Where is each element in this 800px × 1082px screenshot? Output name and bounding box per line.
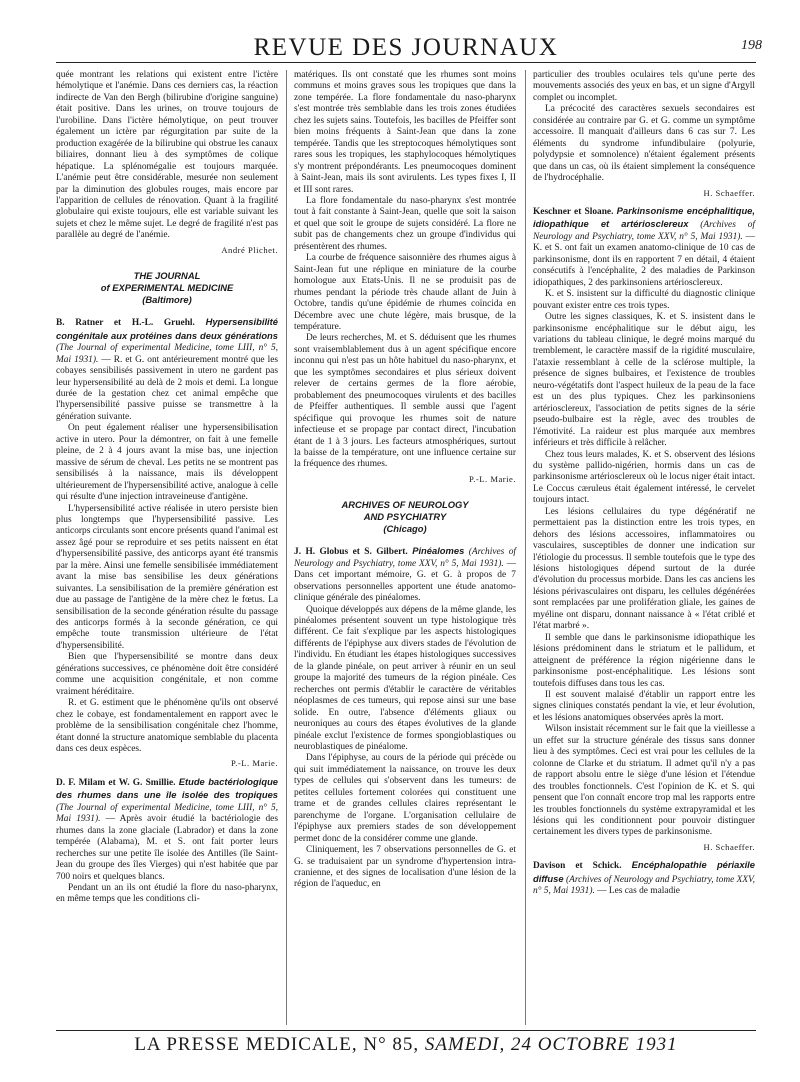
article-source: (The Journal of experimental Medicine, tome LIII, n° 5, Mai 1931). [56,343,278,365]
column-1 [56,70,278,906]
article-text: — Les cas de maladie [597,886,680,897]
article-authors: Keschner et Sloane. [533,206,614,217]
article-title: Parkinsonisme encéphalitique, idiopathique et artériosclereux [533,204,755,230]
paragraph: On peut également réaliser une hypersensibilisation active in utero. Pour la démontrer, on fait à une femelle pleine, de 2 à 4 jours avant la mise bas, une injection massive de sérum de cheval. Les petits ne se montrent pas sensibilisés à la naissance, mais ils développent ultérieurement de l'hypersensibilité active, analogue à celle qui résulte d'une injection intraveineuse d'antigène. [56,423,278,503]
article-source: (Archives of Neurology and Psychiatry, tome XXV, n° 5, Mai 1931). [294,547,517,569]
journal-heading [56,270,278,306]
article-title: Pinéalomes [412,545,465,557]
publication-name: LA PRESSE MEDICALE, N° 85, [134,1034,425,1055]
article-authors: D. F. Milam et W. G. Smillie. [56,777,176,788]
journal-name: THE JOURNAL [133,270,201,282]
column-divider [286,70,287,1025]
journal-name: of EXPERIMENTAL MEDICINE [100,282,234,294]
article-abstract [533,205,755,289]
paragraph: La flore fondamentale du naso-pharynx s'est montrée tout à fait constante à Saint-Jean, quelle que soit la saison et quel que soit le groupe de sujets considéré. La flore ne subit pas de changements chez un groupe d'individus qui présentèrent des rhumes. [294,195,516,252]
paragraph: Pendant un an ils ont étudié la flore du naso-pharynx, en même temps que les conditions cli- [56,883,278,905]
article-text: — R. et G. ont antérieurement montré que les cobayes sensibilisés passivement in utero ne gardent pas leur hypersensibilité au delà de 2 mois et demi. La longue durée de la gestation chez cet animal empêche que l'hypersensibilité passive puisse se transmettre à la génération suivante. [56,354,279,422]
author-signature: H. Schaeffer. [703,841,755,852]
article-authors: Davison et Schick. [533,861,622,872]
paragraph: K. et S. insistent sur la difficulté du diagnostic clinique pouvant exister entre ces trois types. [533,289,755,311]
article-abstract [294,545,516,604]
journal-city: (Baltimore) [142,294,192,306]
paragraph: La précocité des caractères sexuels secondaires est considérée au contraire par G. et G. comme un symptôme accessoire. Il manquait d'ailleurs dans 6 cas sur 7. Les éléments du syndrome infundibulaire (polyurie, polydypsie et somnolence) n'étaient également présents que dans un cas, où ils étaient simplement la conséquence de l'hydrocéphalie. [533,104,755,184]
article-title: Encéphalopathie périaxile diffuse [533,859,756,884]
article-text: — Dans cet important mémoire, G. et G. à propos de 7 observations personnelles apportent une étude anatomo-clinique générale des pinéalomes. [294,558,517,604]
article-abstract [56,316,278,423]
paragraph: R. et G. estiment que le phénomène qu'ils ont observé chez le cobaye, est fondamentalement en rapport avec le problème de la sensibilisation congénitale chez l'homme, étant donné la structure anatomique semblable du placenta dans ces deux espèces. [56,698,278,755]
article-abstract [533,859,755,897]
article-authors: J. H. Globus et S. Gilbert. [294,547,408,558]
article-source: (The Journal of experimental Medicine, tome LIII, n° 5, Mai 1931). [56,802,278,825]
journal-heading [294,499,516,535]
page-title: REVUE DES JOURNAUX [253,34,559,61]
author-signature: H. Schaeffer. [703,187,755,198]
columns [56,70,756,1025]
paragraph: Quoique développés aux dépens de la même glande, les pinéalomes présentent souvent un type histologique très différent. Ce fait s'explique par les aspects histologiques différents de l'épiphyse aux divers stades de l'évolution de l'individu. En étudiant les étapes histologiques successives de la glande pinéale, on peut arriver à réunir en un seul groupe la majorité des tumeurs de la région pinéale. Ces recherches ont permis d'établir le caractère de véritables néoplasmes de ces tumeurs, qui repose ainsi sur une base solide. En outre, l'absence d'éléments gliaux ou neuroniques au cours des étapes évolutives de la glande pinéale exclut l'existence de formes spongioblastiques ou neuroblastiques de pinéalome. [294,604,516,753]
paragraph: Wilson insistait récemment sur le fait que la vieillesse a un effet sur la structure générale des tissus sans donner lieu à des symptômes. Ceci est vrai pour les cellules de la colonne de Clarke et du striatum. Il admet qu'il n'y a pas de rapport absolu entre le siège d'une lésion et l'étendue des troubles fonctionnels. C'est l'opinion de K. et S. qui pensent que l'on connaît encore trop mal les rapports entre les troubles fonctionnels du système extrapyramidal et les lésions qui les conditionnent pour pouvoir distinguer certainement les divers types de parkinsonisme. [533,724,755,838]
author-signature: P.-L. Marie. [468,473,516,484]
author-signature: P.-L. Marie. [230,758,278,769]
paragraph: Les lésions cellulaires du type dégénératif ne permettaient pas la distinction entre les trois types, en dehors des lésions accessoires, inflammatoires ou vasculaires, susceptibles de donner une indication sur l'étiologie du processus. Il semble toutefois que le type des lésions histologiques dépend surtout de la durée d'évolution du processus morbide. Dans les cas anciens les lésions périvasculaires ont disparu, les cellules dégénérées sont remplacées par une prolifération gliale, les gaines de myéline ont disparu, donnant naissance à « l'état criblé et l'état marbré ». [533,506,755,632]
author-signature: André Plichet. [221,244,278,255]
article-source: (Archives of Neurology and Psychiatry, tome XXV, n° 5, Mai 1931). [533,220,755,242]
column-3 [533,70,755,898]
paragraph: Il est souvent malaisé d'établir un rapport entre les signes cliniques constatés pendant la vie, et leur évolution, et les lésions anatomiques observées après la mort. [533,690,755,723]
paragraph: Dans l'épiphyse, au cours de la période qui précède ou qui suit immédiatement la naissance, on trouve les deux types de cellules qui s'observent dans les tumeurs: de petites cellules fortement colorées qui constituent une trame et de grandes cellules claires représentant le parenchyme de l'organe. L'organisation cellulaire de l'épiphyse aux premiers stades de son développement permet donc de la considérer comme une glande. [294,753,516,844]
footer-text [56,1034,756,1056]
paragraph: Il semble que dans le parkinsonisme idiopathique les lésions prédominent dans le striatum et le pallidum, et atteignent de préférence la région nigérienne dans le parkinsonisme post-encéphalitique. Les lésions sont toutefois diffuses dans tous les cas. [533,632,755,689]
article-authors: B. Ratner et H.-L. Gruehl. [56,318,195,329]
journal-name: AND PSYCHIATRY [363,511,447,523]
journal-name: ARCHIVES OF NEUROLOGY [341,499,469,511]
article-title: Etude bactériologique des rhumes dans une île isolée des tropiques [56,775,279,801]
article-text: — K. et S. ont fait un examen anatomo-clinique de 10 cas de parkinsonisme, dont ils en rapportent 7 en détail, 4 étaient consécutifs à l'encéphalite, 2 des maladies de Parkinson idiopathiques, 2 des parkinsoniens artériosclereux. [533,231,756,288]
publication-date: SAMEDI, 24 OCTOBRE 1931 [424,1034,678,1055]
paragraph: Outre les signes classiques, K. et S. insistent dans le parkinsonisme encéphalitique sur le début aigu, les variations du tableau clinique, le degré moins marqué du tremblement, le caractère massif de la rigidité musculaire, l'ataxie ressemblant à celle de la sclérose multiple, la présence de signes bulbaires, et l'existence de troubles neuro-végétatifs dont l'aspect huileux de la peau de la face est un des plus typiques. Chez les parkinsoniens artériosclereux, l'association de petits signes de la série pseudo-bulbaire est la règle, avec des troubles de l'émotivité. La raideur est plus marquée aux membres inférieurs et très difficile à relâcher. [533,312,755,449]
article-abstract [56,776,278,883]
paragraph: La courbe de fréquence saisonnière des rhumes aigus à Saint-Jean fut une réplique en miniature de la courbe homologue aux Etats-Unis. Il ne se produisit pas de rhumes pendant la période très chaude allant de Juin à Octobre, tandis qu'une épidémie de rhumes coïncida en Décembre avec une chute légère, mais brusque, de la température. [294,253,516,332]
paragraph: De leurs recherches, M. et S. déduisent que les rhumes sont vraisemblablement dus à un agent spécifique encore inconnu qui n'est pas un hôte habituel du naso-pharynx, et que les symptômes secondaires et plus sérieux doivent relever de certains germes de la flore aérobie, probablement des pneumocoques virulents et des bacilles de Pfeiffer authentiques. Il semble aussi que l'agent spécifique qui provoque les rhumes soit de nature infectieuse et se propage par contact direct, l'incubation étant de 1 à 3 jours. Les facteurs atmosphériques, surtout la baisse de la température, ont une influence certaine sur la fréquence des rhumes. [294,333,516,470]
article-title: Hypersensibilité congénitale aux protéines dans deux générations [56,316,279,341]
page-number: 198 [741,38,762,53]
article-source: (Archives of Neurology and Psychiatry, tome XXV, n° 5, Mai 1931). [533,874,755,897]
page-header [56,32,762,63]
paragraph: Bien que l'hypersensibilité se montre dans deux générations successives, ce phénomène doit être considéré comme une acquisition congénitale, et non comme vraiment héréditaire. [56,652,278,697]
journal-city: (Chicago) [383,523,427,535]
paragraph: Cliniquement, les 7 observations personnelles de G. et G. se traduisaient par un syndrome d'hypertension intra-cranienne, et des signes de localisation d'une lésion de la région de l'aqueduc, en [294,845,516,890]
column-divider [525,70,526,1025]
paragraph: quée montrant les relations qui existent entre l'ictère hémolytique et l'anémie. Dans ces derniers cas, la réaction indirecte de Van den Bergh (bilirubine d'origine sanguine) était positive. Dans les urines, on trouve toujours de l'urobiline. Dans l'ictère hémolytique, on peut trouver également un ictère par régurgitation par suite de la production exagérée de la bilirubine qui obstrue les canaux biliaires, donnant lieu à des symptômes de colique hépatique. La splénomégalie est toujours marquée. L'anémie peut être considérable, mesurée non seulement par la diminution des globules rouges, mais encore par l'apparition de cellules de rénovation. Quant à la fragilité globulaire qui existe toujours, elle est variable suivant les sujets et chez le même sujet. Le degré de fragilité n'est pas parallèle au degré de l'anémie. [56,70,278,241]
paragraph: matériques. Ils ont constaté que les rhumes sont moins communs et moins graves sous les tropiques que dans la zone tempérée. La flore fondamentale du naso-pharynx s'est montrée très semblable dans les trois zones étudiées chez les sujets sains. Toutefois, les bacilles de Pfeiffer sont bien moins fréquents à Saint-Jean que dans la zone tempérée. Tandis que les streptocoques hémolytiques sont rares sous les tropiques, les staphylocoques hémolytiques s'y montrent prépondérants. Les pneumocoques dominent à Saint-Jean, mais ils sont avirulents. Les types fixes I, II et III sont rares. [294,70,516,195]
article-text: — Après avoir étudié la bactériologie des rhumes dans la zone glaciale (Labrador) et dans la zone tempérée (Alabama), M. et S. ont fait porter leurs recherches sur une petite île isolée des Antilles (île Saint-Jean du groupe des îles Vierges) qui n'est habitée que par 700 noirs et quelques blancs. [56,814,278,882]
column-2 [294,70,516,891]
paragraph: Chez tous leurs malades, K. et S. observent des lésions du système pallido-nigérien, hormis dans un cas de parkinsonisme artériosclereux où le locus niger était intact. Le Coccus cæruleus était également intéressé, le cervelet toujours intact. [533,449,755,506]
paragraph: L'hypersensibilité active réalisée in utero persiste bien plus longtemps que l'hypersensibilité passive. Les anticorps circulants sont encore présents quand l'animal est assez âgé pour se reproduire et ses petits naissent en état d'hypersensibilité passive, des anticorps ayant été transmis par la mère. Ainsi une femelle sensibilisée immédiatement avant la mise bas sensibilise les deux générations suivantes. La sensibilisation de la première génération est due au passage de l'antigène de la mère chez le fœtus. La sensibilisation de la seconde génération résulte du passage des anticorps formés à la seconde génération, ce qui empêche toute transmission ultérieure de l'état d'hypersensibilité. [56,503,278,651]
page-footer [56,1030,756,1059]
paragraph: particulier des troubles oculaires tels qu'une perte des mouvements associés des yeux en bas, et un signe d'Argyll complet ou incomplet. [533,70,755,103]
